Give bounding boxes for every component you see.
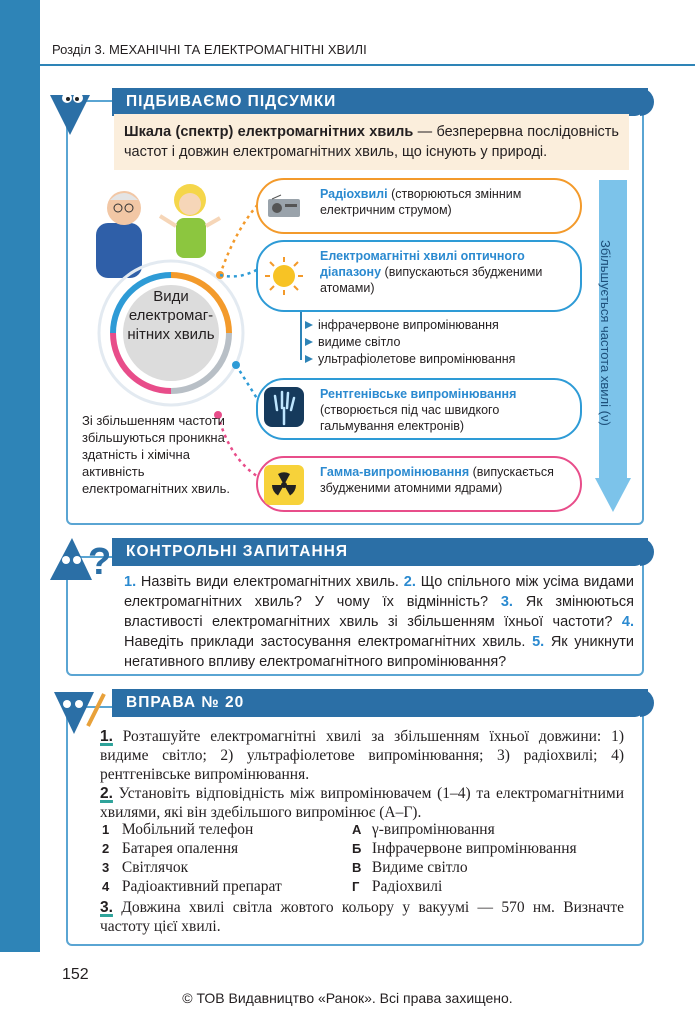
optical-waves-desc: (випускаються збудженими атомами) <box>320 265 543 295</box>
q-num: 4. <box>621 614 634 630</box>
definition <box>114 114 629 170</box>
section-header: Розділ 3. МЕХАНІЧНІ ТА ЕЛЕКТРОМАГНІТНІ ХВИЛІ <box>52 42 367 57</box>
optical-waves-name: Електромагнітні хвилі оптичного діапазону <box>320 249 525 279</box>
match-left-item: 1 Мобільний телефон <box>102 821 254 838</box>
questions-text <box>124 572 634 672</box>
match-right-item: А γ-випромінювання <box>352 821 495 838</box>
xray-hand-icon <box>264 387 304 427</box>
definition-term: Шкала (спектр) електромагнітних хвиль <box>124 124 414 140</box>
svg-text:?: ? <box>88 541 112 583</box>
q-text: Що спільного між усіма видами електромагнітних хвиль? У чому їх відмінність? <box>124 574 634 610</box>
gamma-desc: (випускається збудженими атомними ядрами) <box>320 465 554 495</box>
left-color-bar <box>0 0 40 952</box>
exercise-banner: ВПРАВА № 20 <box>112 689 648 717</box>
optical-sub-item: видиме світло <box>318 335 401 349</box>
radio-icon <box>264 187 304 227</box>
summary-banner: ПІДБИВАЄМО ПІДСУМКИ <box>112 88 648 116</box>
match-right-item: Б Інфрачервоне випромінювання <box>352 840 577 857</box>
exercise-task-3 <box>100 898 624 936</box>
task-number: 1. <box>100 728 113 745</box>
optical-sub-item: ультрафіолетове випромінювання <box>318 352 516 366</box>
circle-label: Види електромаг-нітних хвиль <box>127 288 215 343</box>
copyright: © ТОВ Видавництво «Ранок». Всі права захищено. <box>182 990 513 1006</box>
radio-waves-desc: (створюються змінним електричним струмом) <box>320 187 522 217</box>
optical-sub-item: інфрачервоне випромінювання <box>318 318 499 332</box>
left-note: Зі збільшенням частоти збільшуються проникна здатність і хімічна активність електромагнітних хвиль. <box>82 413 230 496</box>
summary-mascot-icon <box>58 88 86 108</box>
q-num: 5. <box>532 634 545 650</box>
q-num: 3. <box>500 594 513 610</box>
match-left-item: 4 Радіоактивний препарат <box>102 878 282 895</box>
q-text: Наведіть приклади застосування електромагнітних хвиль. <box>124 634 533 650</box>
radio-waves-name: Радіохвилі <box>320 187 388 201</box>
match-right-item: В Видиме світло <box>352 859 468 876</box>
xray-name: Рентгенівське випромінювання <box>320 387 517 401</box>
match-left-item: 3 Світлячок <box>102 859 189 876</box>
q-num: 2. <box>403 574 416 590</box>
task-text: Розташуйте електромагнітні хвилі за збільшенням їхньої довжини: 1) видиме світло; 2) ультрафіолетове випромінювання; 3) радіохвилі; 4) рентгенівське випромінювання. <box>100 728 624 783</box>
gamma-card <box>256 456 582 512</box>
optical-branch-line <box>300 312 302 360</box>
radio-waves-card <box>256 178 582 234</box>
task-number: 2. <box>100 785 113 802</box>
questions-banner: КОНТРОЛЬНІ ЗАПИТАННЯ <box>112 538 648 566</box>
gamma-name: Гамма-випромінювання <box>320 465 470 479</box>
match-right-item: Г Радіохвилі <box>352 878 443 895</box>
frequency-arrow-label: Збільшується частота хвилі (ν) <box>598 240 613 426</box>
question-mark-icon <box>46 534 112 584</box>
task-number: 3. <box>100 899 113 916</box>
page-number: 152 <box>62 966 89 983</box>
optical-waves-card <box>256 240 582 312</box>
xray-card <box>256 378 582 440</box>
q-text: Як змінюються властивості електромагнітних хвиль зі збільшенням їхньої частоти? <box>124 594 634 630</box>
exercise-task-1 <box>100 727 624 784</box>
xray-desc: (створюється під час швидкого гальмування електронів) <box>320 403 500 433</box>
definition-text: — безперервна послідовність частот і довжин електромагнітних хвиль, що існують у природі. <box>124 124 619 160</box>
task-text: Установіть відповідність між випромінювачем (1–4) та електромагнітними хвилями, які він здебільшого випромінює (А–Г). <box>100 785 624 821</box>
q-text: Назвіть види електромагнітних хвиль. <box>136 574 404 590</box>
sun-icon <box>264 256 304 296</box>
q-num: 1. <box>124 574 137 590</box>
exercise-pencil-icon <box>50 686 106 738</box>
match-left-item: 2 Батарея опалення <box>102 840 239 857</box>
exercise-task-2 <box>100 784 624 822</box>
q-text: Як уникнути негативного впливу електромагнітного випромінювання? <box>124 634 634 670</box>
task-text: Довжина хвилі світла жовтого кольору у вакуумі — 570 нм. Визначте частоту цієї хвилі. <box>100 899 624 935</box>
header-rule <box>40 64 695 66</box>
radiation-icon <box>264 465 304 505</box>
